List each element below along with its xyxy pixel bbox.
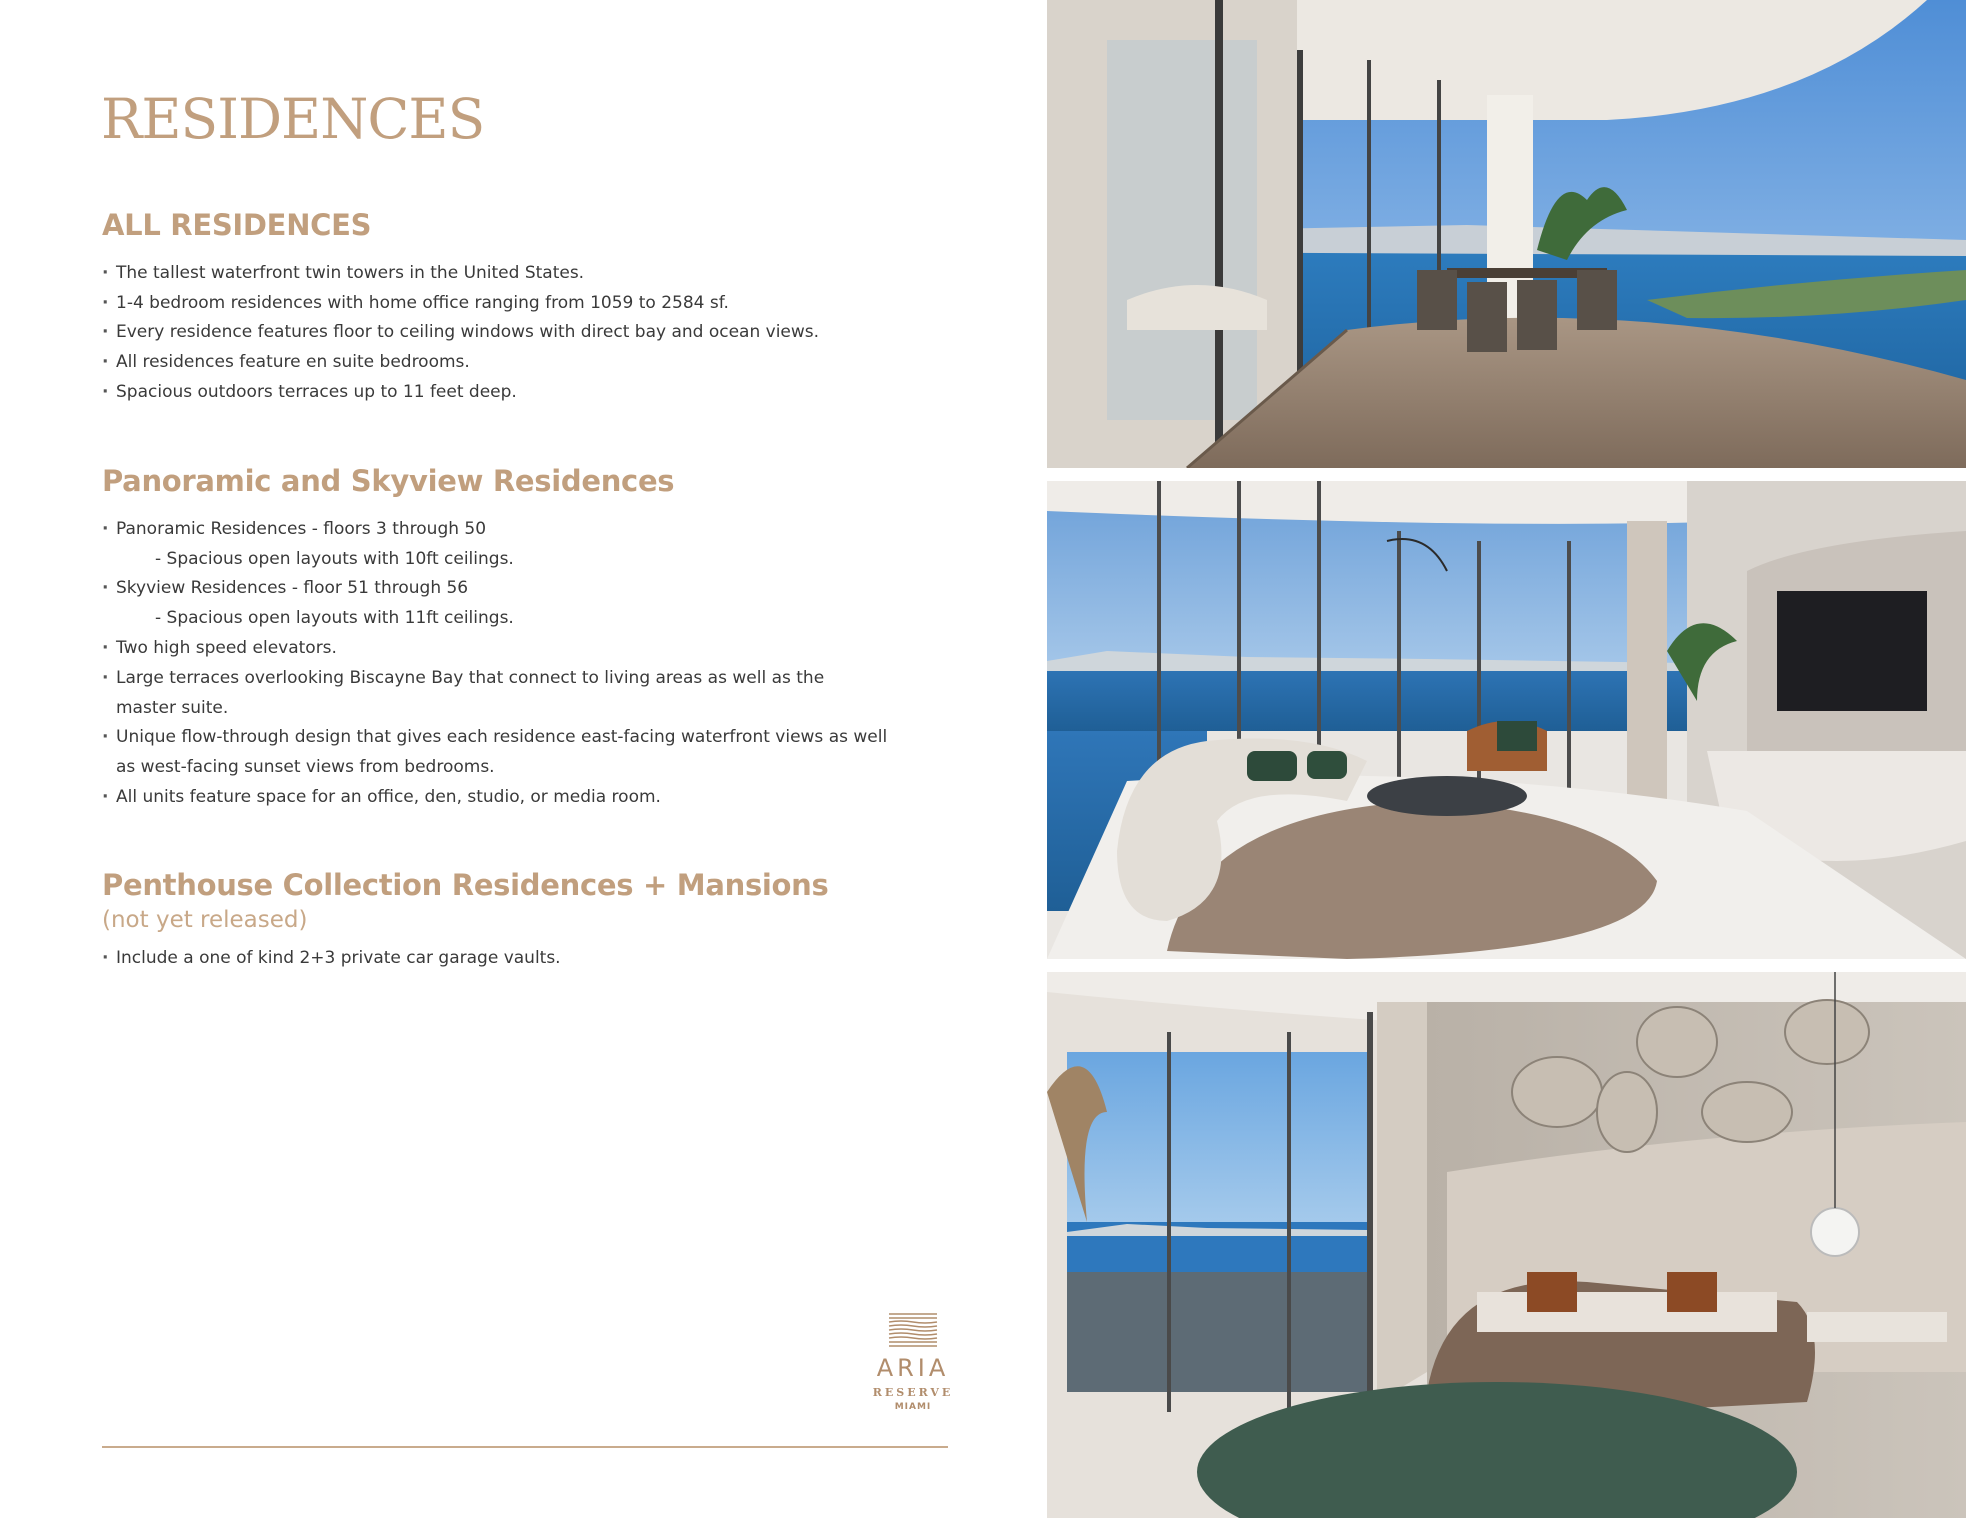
list-item-line: Unique flow-through design that gives each residence east-facing waterfront views as well	[116, 727, 888, 748]
wave-lines-icon	[885, 1310, 941, 1350]
photo-bedroom	[1047, 972, 1966, 1518]
list-subitem: - Spacious open layouts with 11ft ceilings.	[155, 608, 514, 629]
bottom-divider	[102, 1446, 948, 1448]
section-heading: ALL RESIDENCES	[102, 208, 372, 242]
list-item: · All units feature space for an office, den, studio, or media room.	[102, 783, 982, 813]
bullet-list	[102, 259, 982, 408]
logo-reserve: RESERVE	[872, 1386, 954, 1399]
logo-city: MIAMI	[894, 1402, 932, 1412]
aria-reserve-logo	[858, 1310, 968, 1412]
list-item: · Skyview Residences - floor 51 through 56	[102, 574, 982, 604]
list-subitem: - Spacious open layouts with 10ft ceilings.	[155, 548, 514, 569]
photo-terrace	[1047, 0, 1966, 468]
bullet-list	[102, 515, 982, 813]
section-penthouse-collection	[102, 868, 982, 974]
section-panoramic-skyview	[102, 464, 982, 813]
list-item: · Panoramic Residences - floors 3 through 50	[102, 515, 982, 545]
list-item	[102, 723, 982, 783]
section-heading: Penthouse Collection Residences + Mansions	[102, 868, 829, 902]
section-all-residences	[102, 208, 982, 408]
list-item-continuation: as west-facing sunset views from bedrooms.	[116, 757, 495, 778]
list-item: · Spacious outdoors terraces up to 11 feet deep.	[102, 378, 982, 408]
list-item	[102, 664, 982, 724]
list-item: · Every residence features floor to ceiling windows with direct bay and ocean views.	[102, 318, 982, 348]
logo-wordmark: ARIA	[876, 1354, 950, 1382]
section-heading: Panoramic and Skyview Residences	[102, 464, 675, 498]
list-item: · 1-4 bedroom residences with home office ranging from 1059 to 2584 sf.	[102, 289, 982, 319]
list-item: · All residences feature en suite bedrooms.	[102, 348, 982, 378]
page-title: RESIDENCES	[101, 87, 485, 151]
list-item: · Include a one of kind 2+3 private car garage vaults.	[102, 944, 982, 974]
list-item-line: Large terraces overlooking Biscayne Bay that connect to living areas as well as the	[116, 667, 825, 688]
section-subheading: (not yet released)	[102, 906, 308, 933]
list-item: · The tallest waterfront twin towers in the United States.	[102, 259, 982, 289]
list-item: · Two high speed elevators.	[102, 634, 982, 664]
photo-living-room	[1047, 481, 1966, 959]
bullet-list	[102, 944, 982, 974]
list-item-continuation: master suite.	[116, 697, 229, 718]
